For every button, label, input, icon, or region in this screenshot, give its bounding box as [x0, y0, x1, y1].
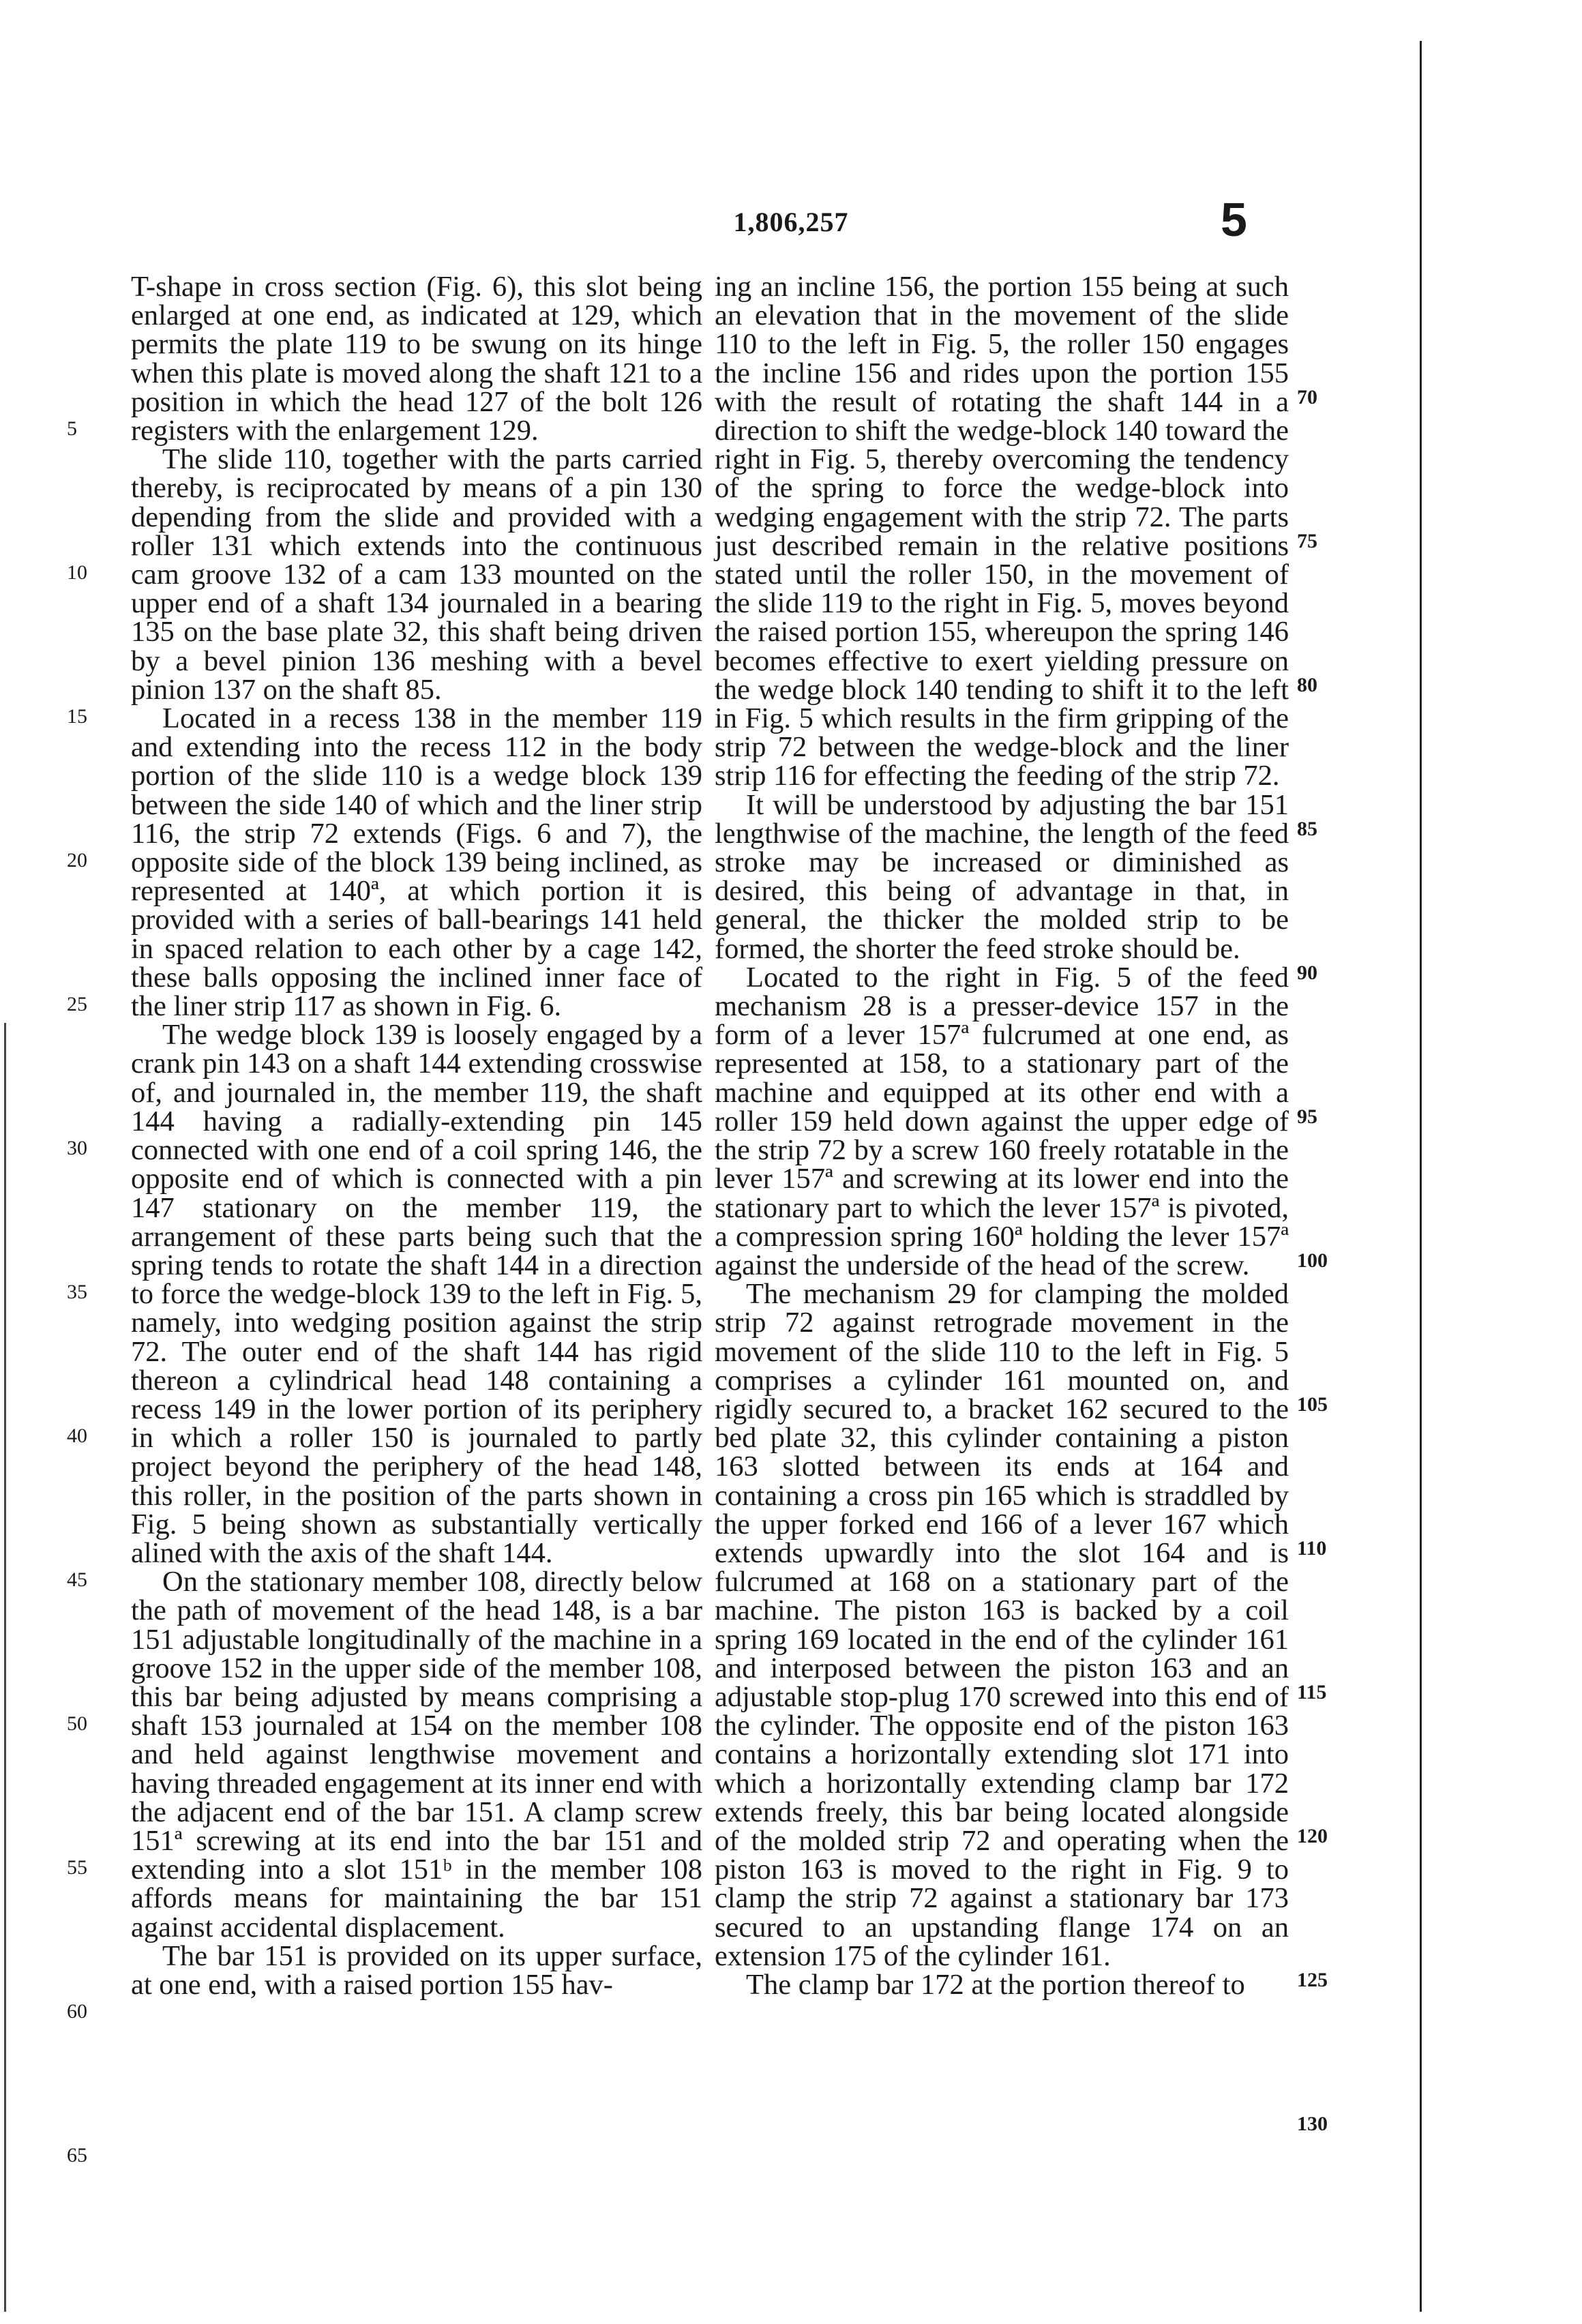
line-number: 85 [1297, 818, 1317, 840]
left-paragraph-5: On the stationary member 108, directly below the path of movement of the head 148, is a bar 151 adjustable longitudinally of the machine in a groove 152 in the upper side of the member 108, this bar being adjusted by means comprising a shaft 153 journaled at 154 on the member 108 and held against lengthwise movement and having threaded engagement at its inner end with the adjacent end of the bar 151. A clamp screw 151ª screwing at its end into the bar 151 and extending into a slot 151ᵇ in the member 108 affords means for maintaining the bar 151 against accidental displacement. [131, 1566, 702, 1943]
left-paragraph-3: Located in a recess 138 in the member 119 and extending into the recess 112 in the body portion of the slide 110 is a wedge block 139 between the side 140 of which and the liner strip 116, the strip 72 extends (Figs. 6 and 7), the opposite side of the block 139 being inclined, as represented at 140ª, at which portion it is provided with a series of ball-bearings 141 held in spaced relation to each other by a cage 142, these balls opposing the inclined inner face of the liner strip 117 as shown in Fig. 6. [131, 702, 702, 1023]
line-number: 70 [1297, 386, 1317, 408]
page-edge-rule [1420, 41, 1422, 2312]
right-paragraph-1: ing an incline 156, the portion 155 being at such an elevation that in the movement of the slide 110 to the left in Fig. 5, the roller 150 engages the incline 156 and rides upon the portion 155 with the result of rotating the shaft 144 in a direction to shift the wedge-block 140 toward the right in Fig. 5, thereby overcoming the tendency of the spring to force the wedge-block into wedging engagement with the strip 72. The parts just described remain in the relative positions stated until the roller 150, in the movement of the slide 119 to the right in Fig. 5, moves beyond the raised portion 155, whereupon the spring 146 becomes effective to exert yielding pressure on the wedge block 140 tending to shift it to the left in Fig. 5 which results in the firm gripping of the strip 72 between the wedge-block and the liner strip 116 for effecting the feeding of the strip 72. [715, 271, 1289, 792]
line-number: 65 [67, 2144, 87, 2166]
left-column [131, 273, 702, 1999]
patent-number: 1,806,257 [733, 207, 849, 237]
line-number: 90 [1297, 962, 1317, 984]
line-number: 45 [67, 1568, 87, 1591]
line-number: 5 [67, 417, 77, 440]
scan-edge-rule [4, 1023, 6, 2312]
line-number: 60 [67, 2000, 87, 2023]
line-number: 100 [1297, 1249, 1328, 1272]
right-paragraph-5: The clamp bar 172 at the portion thereof to [746, 1968, 1245, 2001]
line-number: 20 [67, 849, 87, 872]
line-number: 10 [67, 561, 87, 584]
left-paragraph-2: The slide 110, together with the parts carried thereby, is reciprocated by means of a pin 130 depending from the slide and provided with a roller 131 which extends into the continuous cam groove 132 of a cam 133 mounted on the upper end of a shaft 134 journaled in a bearing 135 on the base plate 32, this shaft being driven by a bevel pinion 136 meshing with a bevel pinion 137 on the shaft 85. [131, 443, 702, 706]
right-column [715, 273, 1289, 1999]
right-paragraph-2: It will be understood by adjusting the bar 151 lengthwise of the machine, the length of the feed stroke may be increased or diminished as desired, this being of advantage in that, in general, the thicker the molded strip to be formed, the shorter the feed stroke should be. [715, 788, 1289, 965]
line-number: 105 [1297, 1393, 1328, 1416]
line-number: 95 [1297, 1105, 1317, 1128]
line-number: 75 [1297, 530, 1317, 552]
left-paragraph-6: The bar 151 is provided on its upper surface, at one end, with a raised portion 155 hav- [131, 1939, 702, 2001]
line-number: 110 [1297, 1537, 1327, 1560]
line-number: 30 [67, 1137, 87, 1159]
line-number: 25 [67, 993, 87, 1015]
line-number: 40 [67, 1425, 87, 1447]
line-number: 15 [67, 705, 87, 728]
line-number: 55 [67, 1856, 87, 1879]
left-paragraph-4: The wedge block 139 is loosely engaged by a crank pin 143 on a shaft 144 extending crosswise of, and journaled in, the member 119, the shaft 144 having a radially-extending pin 145 connected with one end of a coil spring 146, the opposite end of which is connected with a pin 147 stationary on the member 119, the arrangement of these parts being such that the spring tends to rotate the shaft 144 in a direction to force the wedge-block 139 to the left in Fig. 5, namely, into wedging position against the strip 72. The outer end of the shaft 144 has rigid thereon a cylindrical head 148 containing a recess 149 in the lower portion of its periphery in which a roller 150 is journaled to partly project beyond the periphery of the head 148, this roller, in the position of the parts shown in Fig. 5 being shown as substantially vertically alined with the axis of the shaft 144. [131, 1019, 703, 1569]
line-number: 50 [67, 1712, 87, 1735]
line-number: 120 [1297, 1825, 1328, 1847]
line-number: 115 [1297, 1681, 1327, 1703]
line-number: 130 [1297, 2113, 1328, 2135]
line-number: 125 [1297, 1969, 1328, 1991]
right-paragraph-4: The mechanism 29 for clamping the molded strip 72 against retrograde movement in the movement of the slide 110 to the left in Fig. 5 comprises a cylinder 161 mounted on, and rigidly secured to, a bracket 162 secured to the bed plate 32, this cylinder containing a piston 163 slotted between its ends at 164 and containing a cross pin 165 which is straddled by the upper forked end 166 of a lever 167 which extends upwardly into the slot 164 and is fulcrumed at 168 on a stationary part of the machine. The piston 163 is backed by a coil spring 169 located in the end of the cylinder 161 and interposed between the piston 163 and an adjustable stop-plug 170 screwed into this end of the cylinder. The opposite end of the piston 163 contains a horizontally extending slot 171 into which a horizontally extending clamp bar 172 extends freely, this bar being located alongside of the molded strip 72 and operating when the piston 163 is moved to the right in Fig. 9 to clamp the strip 72 against a stationary bar 173 secured to an upstanding flange 174 on an extension 175 of the cylinder 161. [715, 1278, 1289, 1972]
page-number: 5 [1221, 193, 1247, 246]
left-paragraph-1: T-shape in cross section (Fig. 6), this slot being enlarged at one end, as indicated at 129, which permits the plate 119 to be swung on its hinge when this plate is moved along the shaft 121 to a position in which the head 127 of the bolt 126 registers with the enlargement 129. [131, 271, 702, 447]
right-paragraph-3: Located to the right in Fig. 5 of the feed mechanism 28 is a presser-device 157 in the form of a lever 157ª fulcrumed at one end, as represented at 158, to a stationary part of the machine and equipped at its other end with a roller 159 held down against the upper edge of the strip 72 by a screw 160 freely rotatable in the lever 157ª and screwing at its lower end into the stationary part to which the lever 157ª is pivoted, a compression spring 160ª holding the lever 157ª against the underside of the head of the screw. [715, 961, 1289, 1281]
line-number: 35 [67, 1281, 87, 1303]
line-number: 80 [1297, 674, 1317, 696]
